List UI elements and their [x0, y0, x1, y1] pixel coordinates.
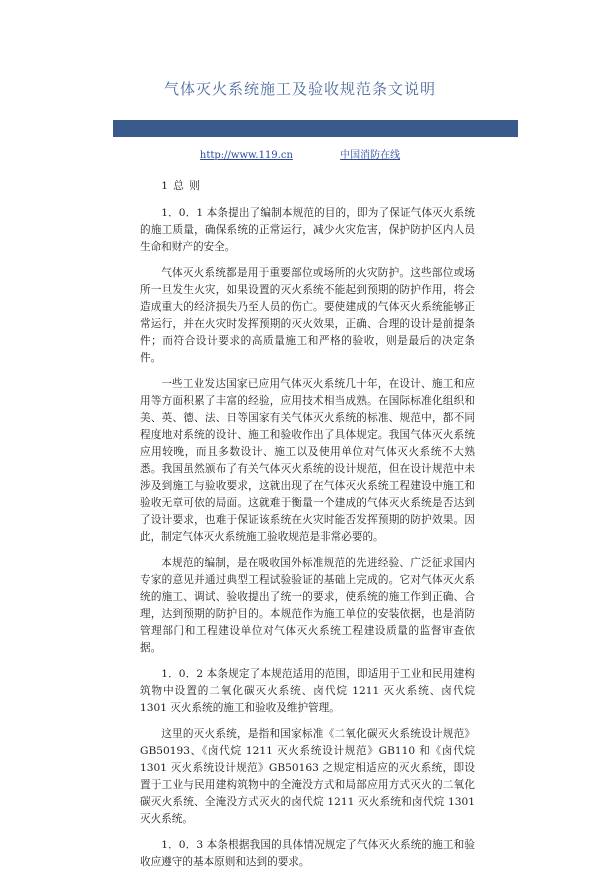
source-links	[0, 146, 600, 161]
site-url-link[interactable]: http://www.119.cn	[199, 150, 293, 161]
paragraph: 1．0．1 本条提出了编制本规范的目的，即为了保证气体灭火系统的施工质量，确保系统的正常运行，减少火灾危害，保护防护区内人员生命和财产的安全。	[140, 207, 475, 253]
paragraph: 本规范的编制，是在吸收国外标准规范的先进经验、广泛征求国内专家的意见并通过典型工程试验验证的基础上完成的。它对气体灭火系统的施工、调试、验收提出了统一的要求，使系统的施工作到正确、合理，达到预期的防护目的。本规范作为施工单位的安装依据，也是消防管理部门和工程建设单位对气体灭火系统工程建设质量的监督审查依据。	[140, 557, 475, 654]
paragraph: 这里的灭火系统，是指和国家标准《二氧化碳灭火系统设计规范》GB50193、《卤代烷 1211 灭火系统设计规范》GB110 和《卤代烷 1301 灭火系统设计规范》GB50163 之规定相适应的灭火系统，即设置于工业与民用建构筑物中的全淹没方式和局部应用方式灭火的二氧化碳灭火系统、全淹没方式灭火的卤代烷 1211 灭火系统和卤代烷 1301 灭火系统。	[140, 728, 475, 825]
paragraph: 气体灭火系统都是用于重要部位或场所的火灾防护。这些部位或场所一旦发生火灾，如果设置的灭火系统不能起到预期的防护作用，将会造成重大的经济损失乃至人员的伤亡。要使建成的气体灭火系统能够正常运行，并在火灾时发挥预期的灭火效果，正确、合理的设计是前提条件；而符合设计要求的高质量施工和严格的验收，则是最后的决定条件。	[140, 267, 475, 364]
paragraph: 1．0．2 本条规定了本规范适用的范围，即适用于工业和民用建构筑物中设置的二氧化碳灭火系统、卤代烷 1211 灭火系统、卤代烷 1301 灭火系统的施工和验收及维护管理。	[140, 668, 475, 714]
document-body	[140, 178, 475, 880]
paragraph: 一些工业发达国家已应用气体灭火系统几十年，在设计、施工和应用等方面积累了丰富的经验，应用技术相当成熟。在国际标准化组织和美、英、德、法、日等国家有关气体灭火系统的标准、规范中，都不同程度地对系统的设计、施工和验收作出了具体规定。我国气体灭火系统应用较晚，而且多数设计、施工以及使用单位对气体灭火系统不大熟悉。我国虽然颁布了有关气体灭火系统的设计规范，但在设计规范中未涉及到施工与验收要求，这就出现了在气体灭火系统工程建设中施工和验收无章可依的局面。这就难于衡量一个建成的气体灭火系统是否达到了设计要求，也难于保证该系统在火灾时能否发挥预期的防护效果。因此，制定气体灭火系统施工验收规范是非常必要的。	[140, 378, 475, 543]
paragraph: 1．0．3 本条根据我国的具体情况规定了气体灭火系统的施工和验收应遵守的基本原则和达到的要求。	[140, 839, 475, 868]
section-heading: 1 总 则	[161, 180, 201, 192]
header-bar	[113, 120, 518, 137]
page-title: 气体灭火系统施工及验收规范条文说明	[163, 80, 436, 98]
site-name-link[interactable]: 中国消防在线	[340, 150, 401, 161]
